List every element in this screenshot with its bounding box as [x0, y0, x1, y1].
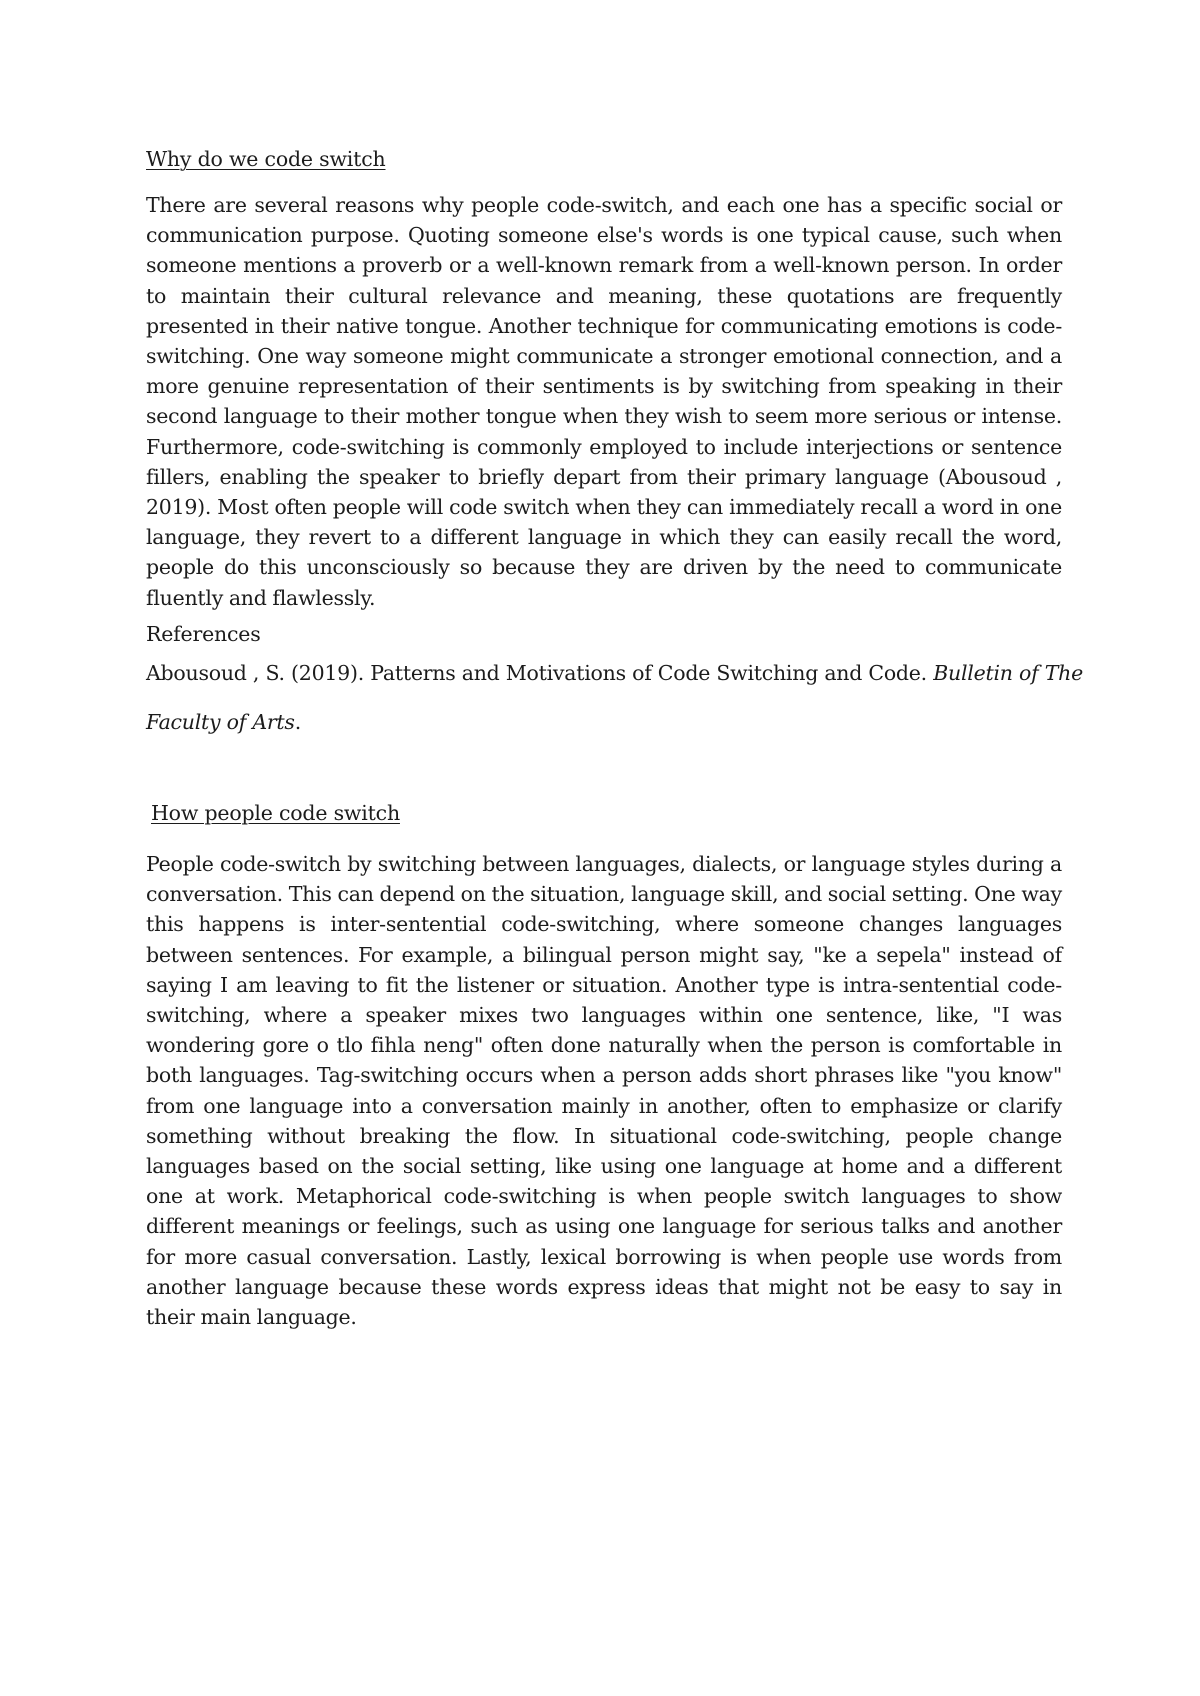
- reference-citation: Abousoud , S. (2019). Patterns and Motivations of Code Switching and Code.: [146, 661, 927, 685]
- section-paragraph-why: There are several reasons why people code-switch, and each one has a specific social or communication purpose. Quoting someone else's words is one typical cause, such when someone mentions a proverb or a well-known remark from a well-known person. In order to maintain their cultural relevance and meaning, these quotations are frequently presented in their native tongue. Another technique for communicating emotions is code-switching. One way someone might communicate a stronger emotional connection, and a more genuine representation of their sentiments is by switching from speaking in their second language to their mother tongue when they wish to seem more serious or intense. Furthermore, code-switching is commonly employed to include interjections or sentence fillers, enabling the speaker to briefly depart from their primary language (Abousoud , 2019). Most often people will code switch when they can immediately recall a word in one language, they revert to a different language in which they can easily recall the word, people do this unconsciously so because they are driven by the need to communicate fluently and flawlessly.: [146, 193, 1062, 610]
- reference-entry-line2: [146, 710, 1062, 734]
- reference-entry-line1: [146, 661, 1083, 685]
- section-paragraph-how: People code-switch by switching between languages, dialects, or language styles during a conversation. This can depend on the situation, language skill, and social setting. One way this happens is inter-sentential code-switching, where someone changes languages between sentences. For example, a bilingual person might say, "ke a sepela" instead of saying I am leaving to fit the listener or situation. Another type is intra-sentential code-switching, where a speaker mixes two languages within one sentence, like, "I was wondering gore o tlo fihla neng" often done naturally when the person is comfortable in both languages. Tag-switching occurs when a person adds short phrases like "you know" from one language into a conversation mainly in another, often to emphasize or clarify something without breaking the flow. In situational code-switching, people change languages based on the social setting, like using one language at home and a different one at work. Metaphorical code-switching is when people switch languages to show different meanings or feelings, such as using one language for serious talks and another for more casual conversation. Lastly, lexical borrowing is when people use words from another language because these words express ideas that might not be easy to say in their main language.: [146, 852, 1062, 1330]
- reference-trailing-period: .: [294, 710, 301, 734]
- references-title: References: [146, 622, 261, 646]
- reference-journal-part1: Bulletin of The: [933, 661, 1083, 685]
- section-heading-why: Why do we code switch: [146, 147, 386, 171]
- reference-journal-part2: Faculty of Arts: [146, 710, 295, 734]
- section-heading-how: How people code switch: [151, 801, 400, 825]
